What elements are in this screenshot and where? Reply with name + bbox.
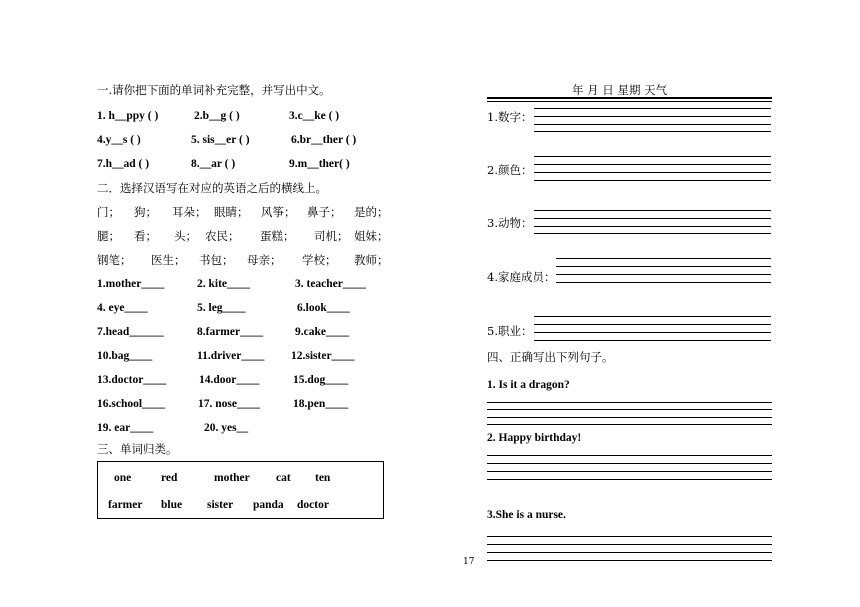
box-word: blue bbox=[161, 499, 183, 511]
section3-title: 三、单词归类。 bbox=[97, 442, 178, 456]
writing-line bbox=[556, 274, 771, 275]
match-item: 12.sister____ bbox=[291, 350, 355, 362]
fill-item: 6.br__ther ( ) bbox=[291, 134, 357, 146]
cn-word: 狗； bbox=[134, 205, 157, 219]
writing-line bbox=[534, 210, 771, 211]
match-item: 9.cake____ bbox=[295, 326, 349, 338]
box-word: red bbox=[161, 472, 178, 484]
writing-line bbox=[487, 536, 772, 537]
match-item: 17. nose____ bbox=[198, 398, 260, 410]
sentence: 2. Happy birthday! bbox=[487, 432, 582, 444]
fill-item: 8.__ar ( ) bbox=[191, 158, 236, 170]
cn-word: 学校； bbox=[302, 253, 337, 267]
category-label: 4.家庭成员： bbox=[487, 270, 556, 284]
header-rule bbox=[487, 97, 772, 99]
writing-line bbox=[534, 226, 771, 227]
fill-item: 2.b__g ( ) bbox=[194, 110, 240, 122]
writing-line bbox=[487, 479, 772, 480]
writing-line bbox=[534, 332, 771, 333]
cn-word: 蛋糕； bbox=[260, 229, 295, 243]
page-number: 17 bbox=[463, 557, 475, 567]
match-item: 19. ear____ bbox=[97, 422, 154, 434]
header-rule bbox=[487, 101, 772, 102]
category-label: 3.动物： bbox=[487, 216, 533, 230]
writing-line bbox=[534, 172, 771, 173]
cn-word: 风筝； bbox=[261, 205, 296, 219]
writing-line bbox=[534, 116, 771, 117]
writing-line bbox=[534, 316, 771, 317]
match-item: 11.driver____ bbox=[197, 350, 265, 362]
cn-word: 钢笔； bbox=[97, 253, 132, 267]
writing-line bbox=[534, 156, 771, 157]
box-word: mother bbox=[214, 472, 250, 484]
match-item: 20. yes__ bbox=[204, 422, 249, 434]
writing-line bbox=[534, 324, 771, 325]
match-item: 13.doctor____ bbox=[97, 374, 167, 386]
cn-word: 农民； bbox=[205, 229, 240, 243]
box-word: sister bbox=[207, 499, 234, 511]
category-label: 1.数字： bbox=[487, 110, 533, 124]
match-item: 15.dog____ bbox=[293, 374, 349, 386]
writing-line bbox=[487, 471, 772, 472]
cn-word: 腿； bbox=[97, 229, 120, 243]
writing-line bbox=[534, 124, 771, 125]
writing-line bbox=[487, 402, 772, 403]
match-item: 1.mother____ bbox=[97, 278, 165, 290]
cn-word: 鼻子； bbox=[307, 205, 342, 219]
match-item: 3. teacher____ bbox=[295, 278, 366, 290]
writing-line bbox=[534, 131, 771, 132]
category-label: 2.颜色： bbox=[487, 163, 533, 177]
writing-line bbox=[487, 424, 772, 425]
writing-line bbox=[534, 233, 771, 234]
cn-word: 是的； bbox=[354, 205, 389, 219]
writing-line bbox=[487, 455, 772, 456]
writing-line bbox=[556, 266, 771, 267]
cn-word: 姐妹； bbox=[354, 229, 389, 243]
match-item: 10.bag____ bbox=[97, 350, 153, 362]
cn-word: 眼睛； bbox=[214, 205, 249, 219]
cn-word: 司机； bbox=[314, 229, 349, 243]
fill-item: 9.m__ther( ) bbox=[289, 158, 350, 170]
match-item: 7.head______ bbox=[97, 326, 164, 338]
date-header: 年 月 日 星期 天气 bbox=[572, 83, 668, 97]
match-item: 8.farmer____ bbox=[197, 326, 264, 338]
fill-item: 4.y__s ( ) bbox=[97, 134, 141, 146]
box-word: farmer bbox=[108, 499, 143, 511]
writing-line bbox=[487, 552, 772, 553]
box-word: one bbox=[114, 472, 132, 484]
section1-title: 一.请你把下面的单词补充完整，并写出中文。 bbox=[97, 83, 331, 97]
writing-line bbox=[534, 340, 771, 341]
match-item: 4. eye____ bbox=[97, 302, 148, 314]
cn-word: 教师； bbox=[354, 253, 389, 267]
cn-word: 门； bbox=[97, 205, 120, 219]
match-item: 6.look____ bbox=[297, 302, 350, 314]
writing-line bbox=[534, 180, 771, 181]
writing-line bbox=[534, 108, 771, 109]
cn-word: 看； bbox=[134, 229, 157, 243]
cn-word: 头； bbox=[174, 229, 197, 243]
writing-line bbox=[556, 258, 771, 259]
box-word: ten bbox=[315, 472, 331, 484]
box-word: doctor bbox=[297, 499, 329, 511]
match-item: 16.school____ bbox=[97, 398, 166, 410]
writing-line bbox=[487, 544, 772, 545]
match-item: 18.pen____ bbox=[293, 398, 349, 410]
sentence: 1. Is it a dragon? bbox=[487, 379, 570, 391]
writing-line bbox=[556, 282, 771, 283]
cn-word: 书包； bbox=[199, 253, 234, 267]
writing-line bbox=[487, 409, 772, 410]
fill-item: 1. h__ppy ( ) bbox=[97, 110, 159, 122]
box-word: panda bbox=[253, 499, 284, 511]
match-item: 2. kite____ bbox=[197, 278, 251, 290]
category-label: 5.职业： bbox=[487, 324, 533, 338]
writing-line bbox=[487, 560, 772, 561]
box-word: cat bbox=[276, 472, 291, 484]
match-item: 14.door____ bbox=[199, 374, 260, 386]
fill-item: 3.c__ke ( ) bbox=[289, 110, 340, 122]
section4-title: 四、正确写出下列句子。 bbox=[487, 350, 614, 364]
section2-title: 二．选择汉语写在对应的英语之后的横线上。 bbox=[97, 181, 327, 195]
cn-word: 母亲； bbox=[247, 253, 282, 267]
match-item: 5. leg____ bbox=[197, 302, 246, 314]
fill-item: 5. sis__er ( ) bbox=[191, 134, 250, 146]
fill-item: 7.h__ad ( ) bbox=[97, 158, 150, 170]
writing-line bbox=[534, 164, 771, 165]
sentence: 3.She is a nurse. bbox=[487, 509, 566, 521]
cn-word: 医生； bbox=[151, 253, 186, 267]
cn-word: 耳朵； bbox=[172, 205, 207, 219]
writing-line bbox=[487, 417, 772, 418]
writing-line bbox=[487, 463, 772, 464]
writing-line bbox=[534, 218, 771, 219]
